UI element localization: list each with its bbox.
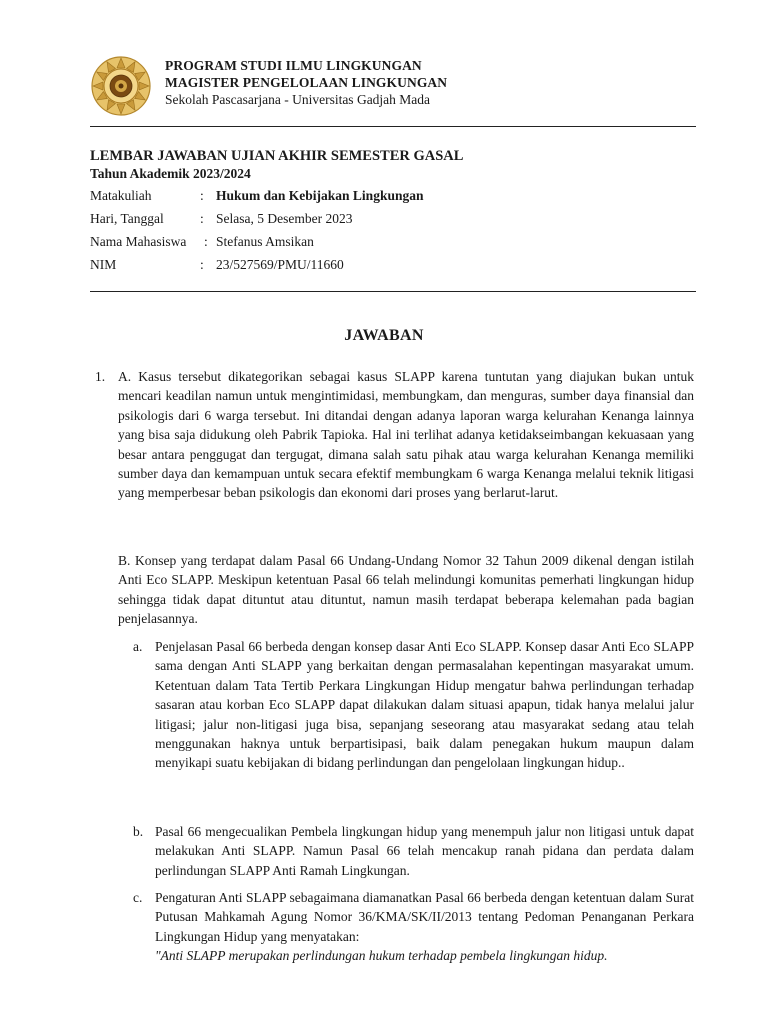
field-label: Hari, Tanggal: [90, 211, 164, 226]
field-value: Stefanus Amsikan: [216, 234, 314, 249]
field-label: NIM: [90, 257, 117, 272]
sub-item-marker: b.: [133, 824, 144, 839]
sub-item-c: Pengaturan Anti SLAPP sebagaimana diamanatkan Pasal 66 berbeda dengan ketentuan dalam Surat Putusan Mahkamah Agung Nomor 36/KMA/SK/II/2013 tentang Pedoman Penanganan Perkara Lingkungan Hidup yang menyatakan:: [155, 890, 694, 944]
sub-item-a: Penjelasan Pasal 66 berbeda dengan konsep dasar Anti Eco SLAPP. Konsep dasar Anti Eco SLAPP sama dengan Anti SLAPP yang berkaitan dengan permasalahan kepentingan masyarakat umum. Ketentuan dalam Tata Tertib Perkara Lingkungan Hidup mengatur bahwa perlindungan terhadap sasaran atau korban Eco SLAPP dapat dilakukan dalam situasi apapun, tidak hanya melalui jalur litigasi; jalur non-litigasi juga bisa, sepanjang seseorang atau masyarakat sedang atau telah menggunakan haknya untuk berpartisipasi, baik dalam penegakan hukum maupun dalam menyikapi suatu kebijakan di bidang perlindungan dan pengelolaan lingkungan hidup..: [155, 639, 694, 771]
program-name: PROGRAM STUDI ILMU LINGKUNGAN: [165, 58, 422, 73]
exam-title: LEMBAR JAWABAN UJIAN AKHIR SEMESTER GASAL: [90, 148, 464, 164]
sub-item-c-quote: "Anti SLAPP merupakan perlindungan hukum terhadap pembela lingkungan hidup.: [155, 948, 608, 963]
field-label: Nama Mahasiswa: [90, 234, 187, 249]
field-value: Selasa, 5 Desember 2023: [216, 211, 353, 226]
sub-item-marker: a.: [133, 639, 143, 654]
field-value: Hukum dan Kebijakan Lingkungan: [216, 188, 424, 203]
field-colon: :: [204, 234, 208, 249]
field-colon: :: [200, 188, 204, 203]
field-colon: :: [200, 211, 204, 226]
school-name: Sekolah Pascasarjana - Universitas Gadjah Mada: [165, 92, 431, 107]
field-value: 23/527569/PMU/11660: [216, 257, 344, 272]
academic-year: Tahun Akademik 2023/2024: [90, 166, 251, 181]
field-course: [90, 188, 690, 208]
field-colon: :: [200, 257, 204, 272]
institution-header: [165, 57, 447, 108]
university-seal-icon: [90, 55, 152, 117]
answer-heading: JAWABAN: [344, 327, 424, 344]
sub-item-marker: c.: [133, 890, 143, 905]
field-date: [90, 211, 690, 231]
master-program-name: MAGISTER PENGELOLAAN LINGKUNGAN: [165, 75, 448, 90]
field-student-id: [90, 257, 690, 277]
info-divider: [90, 291, 696, 292]
answer-part-b: B. Konsep yang terdapat dalam Pasal 66 Undang-Undang Nomor 32 Tahun 2009 dikenal dengan istilah Anti Eco SLAPP. Meskipun ketentuan Pasal 66 telah melindungi komunitas pemerhati lingkungan hidup sehingga tidak dapat dituntut atau dituntut, namun masih terdapat beberapa kelemahan pada bagian penjelasannya.: [118, 553, 694, 627]
sub-item-b: Pasal 66 mengecualikan Pembela lingkungan hidup yang menempuh jalur non litigasi untuk dapat melakukan Anti SLAPP. Namun Pasal 66 telah mencakup ranah pidana dan perdata dalam perlindungan SLAPP Anti Ramah Lingkungan.: [155, 824, 694, 878]
header-divider: [90, 126, 696, 127]
field-label: Matakuliah: [90, 188, 152, 203]
answer-part-a: A. Kasus tersebut dikategorikan sebagai kasus SLAPP karena tuntutan yang diajukan bukan untuk mencari keadilan namun untuk mengintimidasi, membungkam, dan menguras, sumber daya finansial dan psikologis dari 6 warga tersebut. Ini ditandai dengan adanya laporan warga kelurahan Kenanga lainnya yang bisa saja didukung oleh Pabrik Tapioka. Hal ini terlihat adanya ketidakseimbangan kekuasaan yang besar antara penggugat dan tergugat, dimana salah satu pihak atau warga kelurahan Kenanga memiliki sumber daya dan kemampuan untuk secara efektif membungkam 6 warga Kenanga melalui teknik litigasi yang memperbesar beban psikologis dan ekonomi dari proses yang berlarut-larut.: [118, 369, 694, 501]
item-number: 1.: [95, 369, 106, 384]
field-student-name: [90, 234, 690, 254]
